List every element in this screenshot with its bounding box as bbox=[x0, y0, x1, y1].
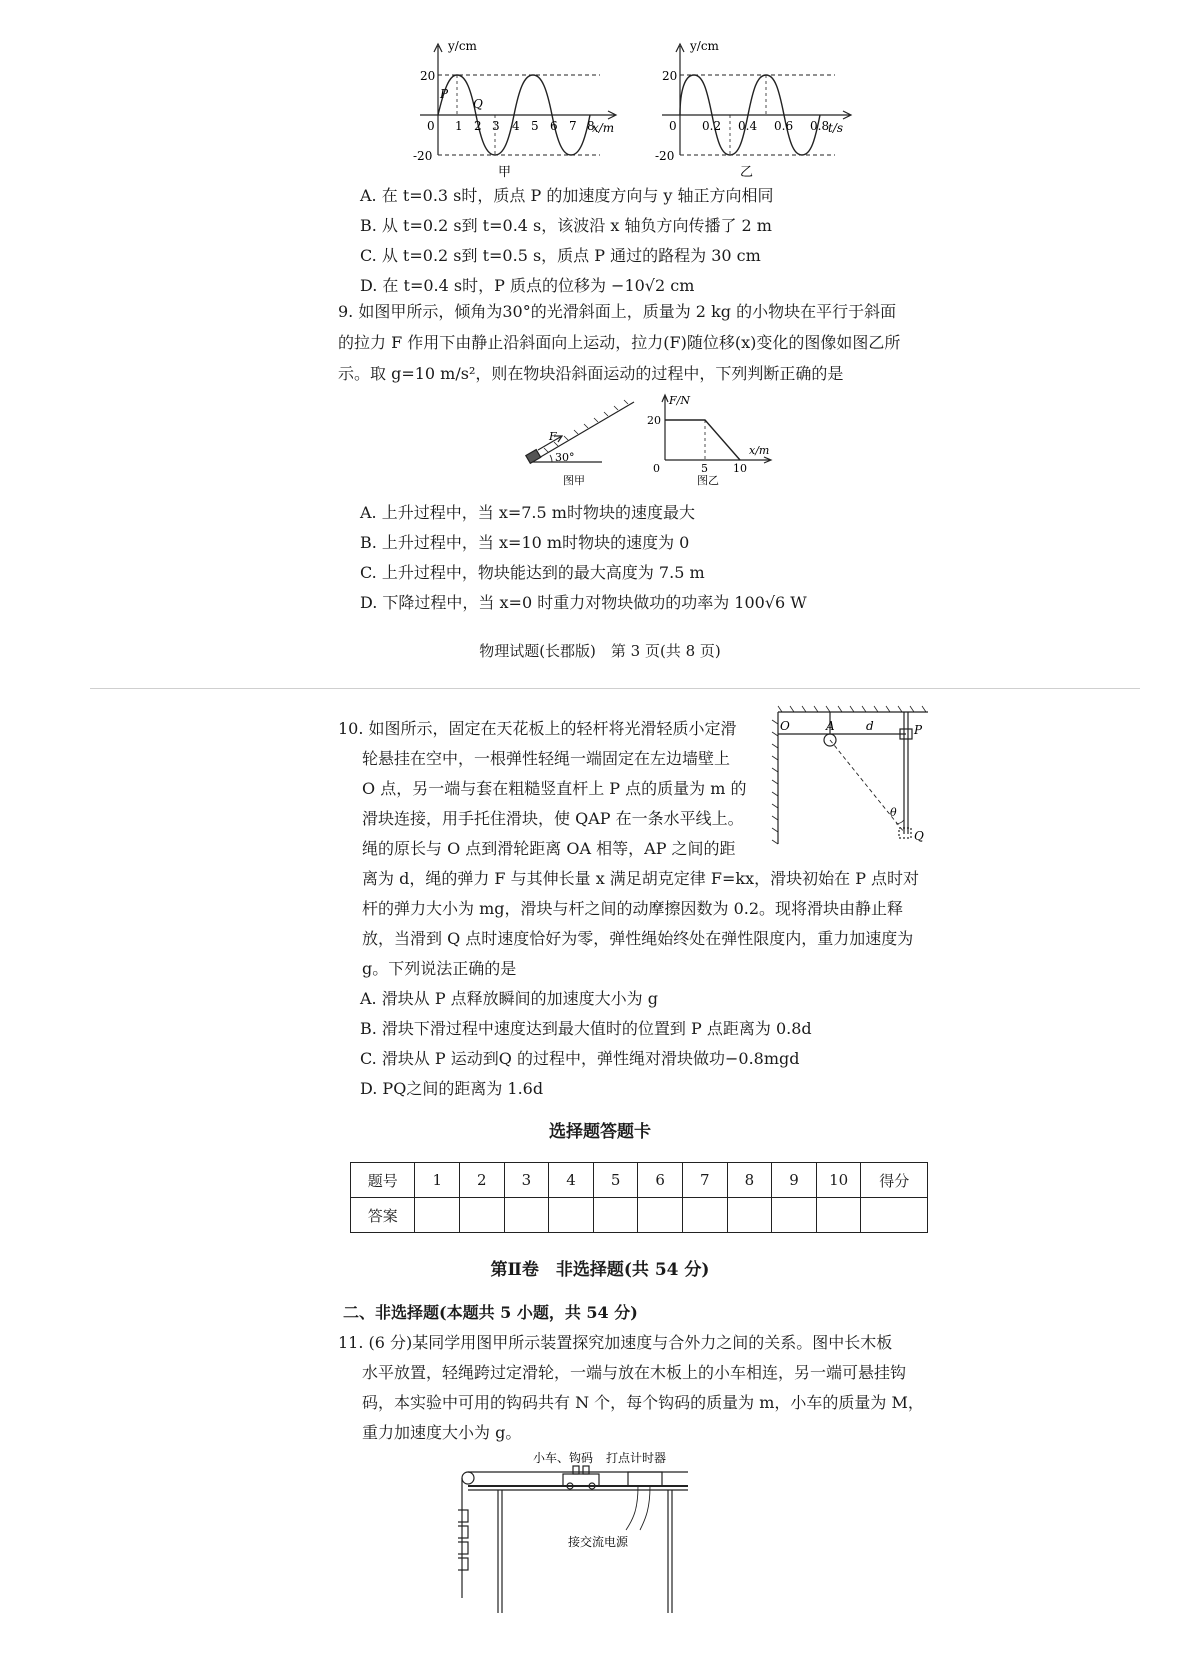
part2-title: 第Ⅱ卷 非选择题(共 54 分) bbox=[490, 1260, 710, 1280]
q10-stem-line: g。下列说法正确的是 bbox=[362, 959, 517, 978]
q10-option-a: A. 滑块从 P 点释放瞬间的加速度大小为 g bbox=[360, 989, 658, 1008]
table-row bbox=[351, 1163, 928, 1198]
q10-stem-line: 杆的弹力大小为 mg，滑块与杆之间的动摩擦因数为 0.2。现将滑块由静止释 bbox=[362, 899, 904, 918]
distance-d-label: d bbox=[866, 719, 874, 733]
wave-graph-jia bbox=[400, 40, 640, 180]
table-row bbox=[351, 1198, 928, 1233]
vibration-graph-yi bbox=[640, 40, 870, 180]
tick-label: 6 bbox=[550, 119, 558, 133]
q10-stem-line: 绳的原长与 O 点到滑轮距离 OA 相等，AP 之间的距 bbox=[362, 839, 736, 858]
force-displacement-graph bbox=[645, 392, 780, 487]
q11-stem-line: 水平放置，轻绳跨过定滑轮，一端与放在木板上的小车相连，另一端可悬挂钩 bbox=[362, 1363, 907, 1382]
tick-label: 5 bbox=[531, 119, 539, 133]
table-cell: 3 bbox=[504, 1163, 549, 1198]
tick-label: 0.2 bbox=[702, 119, 722, 133]
q10-stem-line: 轮悬挂在空中，一根弹性轻绳一端固定在左边墙壁上 bbox=[362, 749, 731, 768]
cart-label: 小车、钩码 bbox=[533, 1451, 594, 1465]
table-cell: 6 bbox=[638, 1163, 683, 1198]
tick-label: 0 bbox=[427, 119, 435, 133]
table-cell: 5 bbox=[593, 1163, 638, 1198]
tick-label: 5 bbox=[701, 462, 708, 475]
answer-cell[interactable] bbox=[816, 1198, 861, 1233]
fig-b-ylabel: F/N bbox=[669, 394, 690, 407]
table-cell: 7 bbox=[682, 1163, 727, 1198]
point-p-label: P bbox=[914, 723, 923, 737]
point-a-label: A bbox=[826, 719, 835, 733]
q8-option-d: D. 在 t=0.4 s时，P 质点的位移为 −10√2 cm bbox=[360, 276, 695, 295]
graph-yi-ylabel: y/cm bbox=[690, 40, 719, 53]
graph-jia-xlabel: x/m bbox=[592, 121, 615, 135]
tick-label: 0.6 bbox=[774, 119, 794, 133]
table-cell: 4 bbox=[549, 1163, 594, 1198]
answer-cell[interactable] bbox=[727, 1198, 772, 1233]
table-cell: 1 bbox=[415, 1163, 460, 1198]
table-cell: 8 bbox=[727, 1163, 772, 1198]
q8-option-b: B. 从 t=0.2 s到 t=0.4 s，该波沿 x 轴负方向传播了 2 m bbox=[360, 216, 772, 235]
answer-cell[interactable] bbox=[861, 1198, 928, 1233]
answer-cell[interactable] bbox=[504, 1198, 549, 1233]
fig-a-caption: 图甲 bbox=[563, 474, 585, 487]
q10-option-c: C. 滑块从 P 运动到Q 的过程中，弹性绳对滑块做功−0.8mgd bbox=[360, 1049, 800, 1068]
answer-cell[interactable] bbox=[593, 1198, 638, 1233]
q10-stem-line: 放，当滑到 Q 点时速度恰好为零，弹性绳始终处在弹性限度内，重力加速度为 bbox=[362, 929, 914, 948]
q10-stem-line: 10. 如图所示，固定在天花板上的轻杆将光滑轻质小定滑 bbox=[338, 719, 737, 738]
q11-stem-line: 11. (6 分)某同学用图甲所示装置探究加速度与合外力之间的关系。图中长木板 bbox=[338, 1333, 893, 1352]
q10-stem-line: O 点，另一端与套在粗糙竖直杆上 P 点的质量为 m 的 bbox=[362, 779, 747, 798]
pulley-figure bbox=[768, 704, 938, 860]
point-q-label: Q bbox=[473, 97, 483, 111]
tick-label: 10 bbox=[733, 462, 747, 475]
tick-label: 8 bbox=[587, 119, 595, 133]
graph-yi-caption: 乙 bbox=[740, 165, 754, 180]
answer-cell[interactable] bbox=[638, 1198, 683, 1233]
graph-jia-ylabel: y/cm bbox=[448, 40, 477, 53]
part2-section-heading: 二、非选择题(本题共 5 小题，共 54 分) bbox=[343, 1303, 638, 1322]
table-cell: 10 bbox=[816, 1163, 861, 1198]
power-label: 接交流电源 bbox=[568, 1535, 629, 1549]
tick-label: 20 bbox=[420, 69, 436, 83]
tick-label: 4 bbox=[512, 119, 520, 133]
tick-label: 7 bbox=[569, 119, 577, 133]
graph-jia-caption: 甲 bbox=[498, 165, 512, 180]
angle-theta-label: θ bbox=[890, 806, 897, 819]
fig-b-xlabel: x/m bbox=[749, 444, 770, 457]
table-cell: 答案 bbox=[351, 1198, 415, 1233]
q11-stem-line: 重力加速度大小为 g。 bbox=[362, 1423, 522, 1442]
answer-cell[interactable] bbox=[772, 1198, 817, 1233]
force-label: F bbox=[549, 430, 557, 443]
q9-option-a: A. 上升过程中，当 x=7.5 m时物块的速度最大 bbox=[360, 503, 695, 522]
q9-option-d: D. 下降过程中，当 x=0 时重力对物块做功的功率为 100√6 W bbox=[360, 593, 807, 612]
tick-label: 0 bbox=[669, 119, 677, 133]
fig-b-caption: 图乙 bbox=[697, 474, 719, 487]
tick-label: 0 bbox=[653, 462, 660, 475]
q10-stem-line: 滑块连接，用手托住滑块，使 QAP 在一条水平线上。 bbox=[362, 809, 744, 828]
page-divider bbox=[90, 688, 1140, 689]
point-q-label: Q bbox=[914, 829, 924, 843]
angle-label: 30° bbox=[555, 451, 575, 464]
q10-option-d: D. PQ之间的距离为 1.6d bbox=[360, 1079, 544, 1098]
table-cell: 得分 bbox=[861, 1163, 928, 1198]
q10-stem-line: 离为 d，绳的弹力 F 与其伸长量 x 满足胡克定律 F=kx，滑块初始在 P 点时对 bbox=[362, 869, 920, 888]
tick-label: 3 bbox=[492, 119, 500, 133]
tick-label: 20 bbox=[647, 414, 661, 427]
answer-cell[interactable] bbox=[682, 1198, 727, 1233]
q9-option-b: B. 上升过程中，当 x=10 m时物块的速度为 0 bbox=[360, 533, 690, 552]
answer-card-table bbox=[350, 1162, 928, 1233]
q9-stem: 9. 如图甲所示，倾角为30°的光滑斜面上，质量为 2 kg 的小物块在平行于斜面的拉力 F 作用下由静止沿斜面向上运动，拉力(F)随位移(x)变化的图像如图乙所示。取 g=10 m/s²，则在物块沿斜面运动的过程中，下列判断正确的是 bbox=[338, 302, 901, 383]
tick-label: -20 bbox=[413, 149, 433, 163]
tick-label: 2 bbox=[474, 119, 482, 133]
tick-label: 0.8 bbox=[810, 119, 830, 133]
q9-option-c: C. 上升过程中，物块能达到的最大高度为 7.5 m bbox=[360, 563, 705, 582]
q8-option-a: A. 在 t=0.3 s时，质点 P 的加速度方向与 y 轴正方向相同 bbox=[360, 186, 774, 205]
tick-label: 0.4 bbox=[738, 119, 758, 133]
q10-option-b: B. 滑块下滑过程中速度达到最大值时的位置到 P 点距离为 0.8d bbox=[360, 1019, 812, 1038]
tick-label: 1 bbox=[455, 119, 463, 133]
q8-option-c: C. 从 t=0.2 s到 t=0.5 s，质点 P 通过的路程为 30 cm bbox=[360, 246, 761, 265]
answer-cell[interactable] bbox=[549, 1198, 594, 1233]
answer-cell[interactable] bbox=[415, 1198, 460, 1233]
table-cell: 2 bbox=[460, 1163, 505, 1198]
answer-card-title: 选择题答题卡 bbox=[549, 1122, 651, 1142]
graph-yi-xlabel: t/s bbox=[828, 121, 844, 135]
table-cell: 题号 bbox=[351, 1163, 415, 1198]
point-p-label: P bbox=[440, 87, 449, 101]
q11-stem-line: 码，本实验中可用的钩码共有 N 个，每个钩码的质量为 m，小车的质量为 M， bbox=[362, 1393, 924, 1412]
incline-figure bbox=[522, 392, 647, 487]
point-o-label: O bbox=[780, 719, 790, 733]
tick-label: 20 bbox=[662, 69, 678, 83]
timer-label: 打点计时器 bbox=[606, 1451, 667, 1465]
page-footer: 物理试题(长郡版) 第 3 页(共 8 页) bbox=[479, 642, 721, 660]
tick-label: -20 bbox=[655, 149, 675, 163]
table-cell: 9 bbox=[772, 1163, 817, 1198]
experiment-apparatus-figure bbox=[458, 1448, 708, 1618]
answer-cell[interactable] bbox=[460, 1198, 505, 1233]
